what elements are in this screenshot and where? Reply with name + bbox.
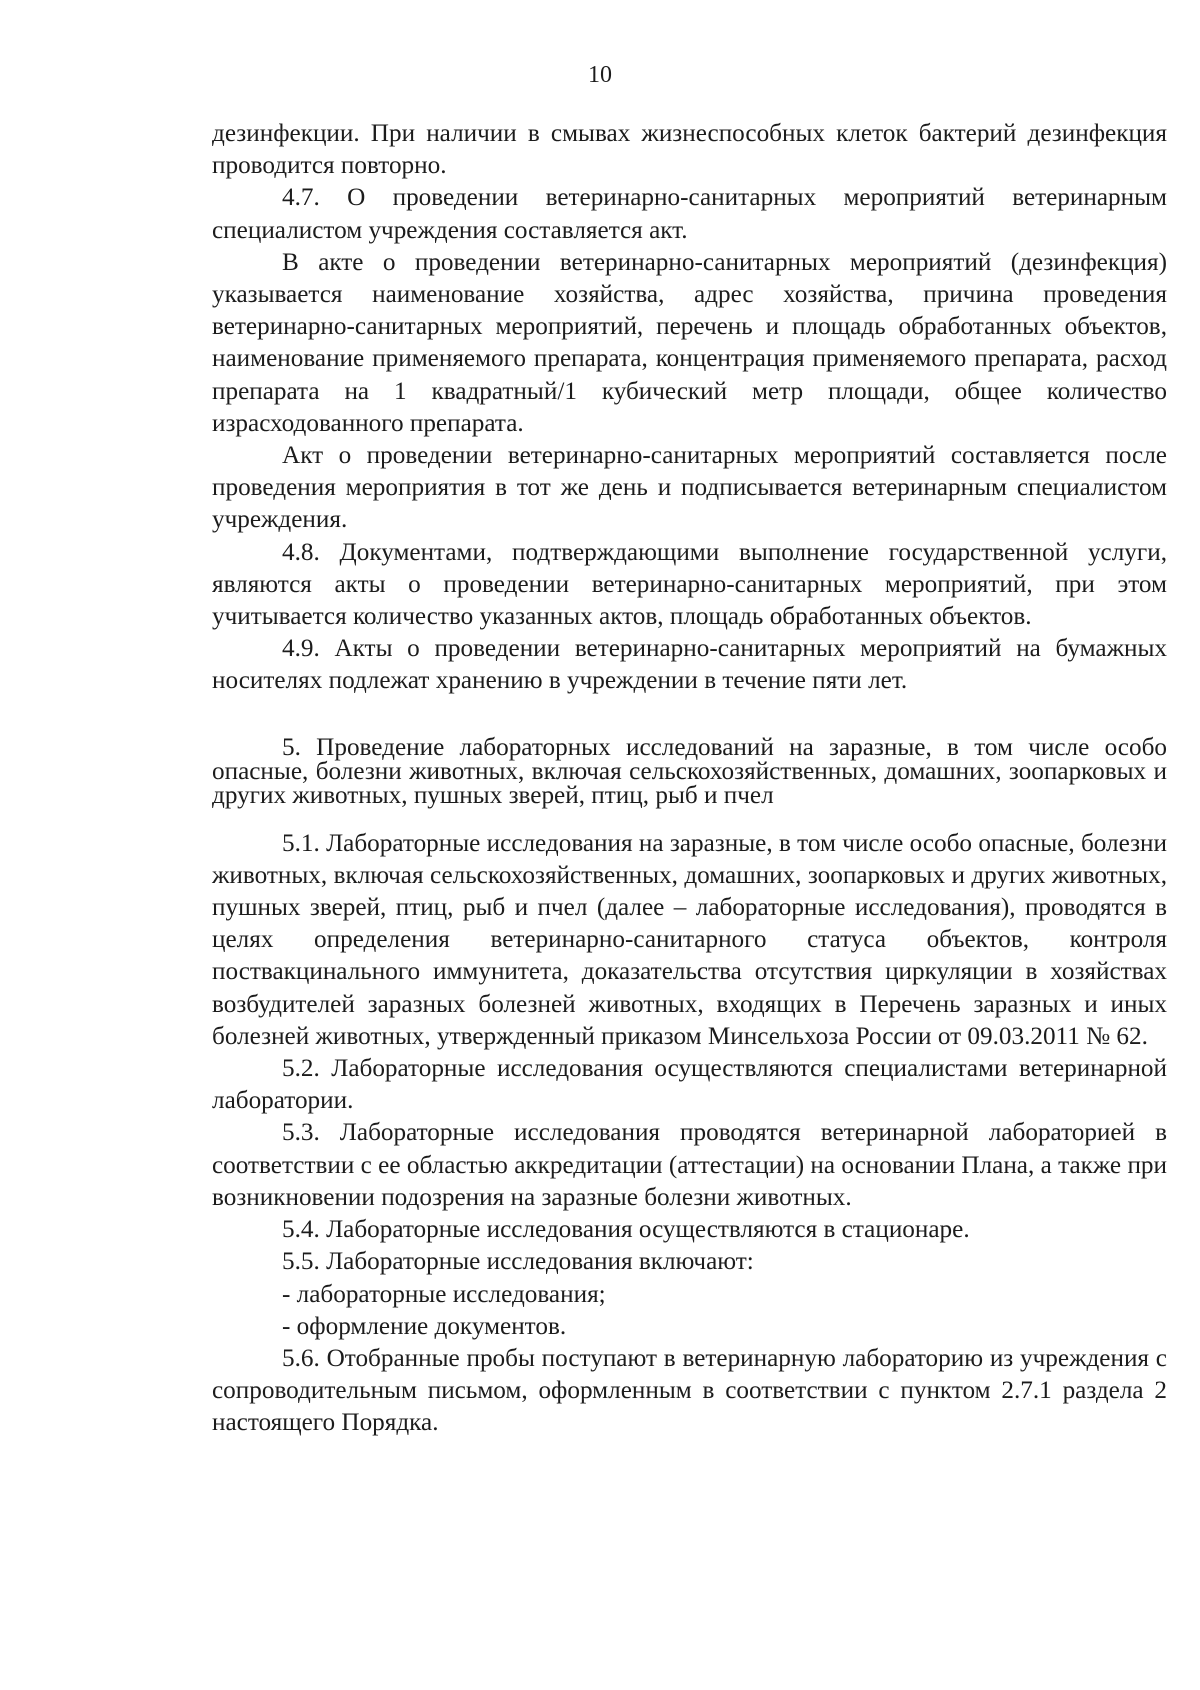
paragraph-continuation: дезинфекции. При наличии в смывах жизнеспособных клеток бактерий дезинфекция проводится повторно. — [212, 120, 1167, 180]
paragraph-5-1: 5.1. Лабораторные исследования на заразные, в том числе особо опасные, болезни животных, включая сельскохозяйственных, домашних, зоопарковых и других животных, пушных зверей, птиц, рыб и пчел (далее – лабораторные исследования), проводятся в целях определения ветеринарно-санитарного статуса объектов, контроля поствакцинального иммунитета, доказательства отсутствия циркуляции в хозяйствах возбудителей заразных болезней животных, входящих в Перечень заразных и иных болезней животных, утвержденный приказом Минсельхоза России от 09.03.2011 № 62. — [212, 829, 1167, 1050]
paragraph-4-7: 4.7. О проведении ветеринарно-санитарных мероприятий ветеринарным специалистом учреждения составляется акт. — [212, 184, 1167, 244]
paragraph-5-3: 5.3. Лабораторные исследования проводятся ветеринарной лабораторией в соответствии с ее областью аккредитации (аттестации) на основании Плана, а также при возникновении подозрения на заразные болезни животных. — [212, 1119, 1167, 1211]
list-item: - лабораторные исследования; — [282, 1280, 606, 1308]
paragraph-4-8: 4.8. Документами, подтверждающими выполнение государственной услуги, являются акты о проведении ветеринарно-санитарных мероприятий, при этом учитывается количество указанных актов, площадь обработанных объектов. — [212, 538, 1167, 631]
paragraph-5-6: 5.6. Отобранные пробы поступают в ветеринарную лабораторию из учреждения с сопроводительным письмом, оформленным в соответствии с пунктом 2.7.1 раздела 2 настоящего Порядка. — [212, 1344, 1167, 1437]
paragraph-4-9: 4.9. Акты о проведении ветеринарно-санитарных мероприятий на бумажных носителях подлежат хранению в учреждении в течение пяти лет. — [212, 635, 1167, 695]
section-5-heading: 5. Проведение лабораторных исследований на заразные, в том числе особо опасные, болезни животных, включая сельскохозяйственных, домашних, зоопарковых и других животных, пушных зверей, птиц, рыб и пчел — [212, 733, 1167, 809]
document-body — [212, 118, 1167, 1440]
paragraph-5-4: 5.4. Лабораторные исследования осуществляются в стационаре. — [282, 1216, 970, 1244]
paragraph-act-signing: Акт о проведении ветеринарно-санитарных мероприятий составляется после проведения мероприятия в тот же день и подписывается ветеринарным специалистом учреждения. — [212, 442, 1167, 534]
paragraph-5-2: 5.2. Лабораторные исследования осуществляются специалистами ветеринарной лаборатории. — [212, 1055, 1167, 1115]
paragraph-act-contents: В акте о проведении ветеринарно-санитарных мероприятий (дезинфекция) указывается наименование хозяйства, адрес хозяйства, причина проведения ветеринарно-санитарных мероприятий, перечень и площадь обработанных объектов, наименование применяемого препарата, концентрация применяемого препарата, расход препарата на 1 квадратный/1 кубический метр площади, общее количество израсходованного препарата. — [212, 248, 1167, 437]
page-number: 10 — [588, 62, 612, 88]
section-spacer — [212, 698, 1167, 732]
paragraph-5-5: 5.5. Лабораторные исследования включают: — [282, 1248, 754, 1276]
list-item: - оформление документов. — [282, 1312, 567, 1340]
